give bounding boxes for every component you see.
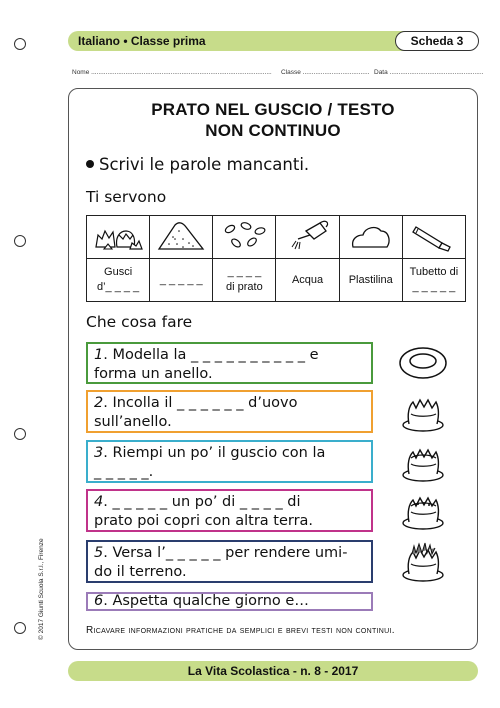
procedure-heading: Che cosa fare	[86, 313, 193, 331]
class-field: Classe .....................................	[281, 69, 370, 76]
step-2: 2. Incolla il _ _ _ _ _ _ d’uovo sull’anello.	[86, 390, 373, 433]
material-label: Acqua	[276, 259, 339, 302]
worksheet-title-line1: PRATO NEL GUSCIO / TESTO	[151, 100, 395, 119]
name-field: Nome ....................................................................................................	[72, 69, 272, 76]
eggshell-seeds-icon	[396, 488, 450, 532]
step-3: 3. Riempi un po’ il guscio con la _ _ _ _ _.	[86, 440, 373, 483]
material-label: _ _ _ _ _	[150, 259, 213, 302]
step-5: 5. Versa l’_ _ _ _ _ per rendere umi- do il terreno.	[86, 540, 373, 583]
header-bar	[68, 31, 478, 51]
plasticine-icon	[339, 216, 402, 259]
material-label: _ _ _ _ di prato	[213, 259, 276, 302]
eggshell-soil-icon	[396, 440, 450, 484]
instruction-text: Scrivi le parole mancanti.	[99, 155, 310, 174]
eggshell-grass-icon	[396, 538, 450, 584]
eggshell-ring-icon	[396, 390, 450, 434]
step-4: 4. _ _ _ _ _ un po’ di _ _ _ _ di prato poi copri con altra terra.	[86, 489, 373, 532]
watering-can-icon	[276, 216, 339, 259]
step-6: 6. Aspetta qualche giorno e…	[86, 592, 373, 611]
seeds-icon	[213, 216, 276, 259]
binder-hole	[14, 428, 26, 440]
materials-heading: Ti servono	[86, 188, 167, 206]
step-1: 1. Modella la _ _ _ _ _ _ _ _ _ _ e forma un anello.	[86, 342, 373, 384]
learning-objective-note: Ricavare informazioni pratiche da semplici e brevi testi non continui.	[86, 625, 395, 636]
glue-tube-icon	[402, 216, 465, 259]
subject-label: Italiano • Classe prima	[78, 34, 206, 48]
ring-icon	[396, 343, 450, 383]
binder-hole	[14, 38, 26, 50]
materials-table	[86, 215, 466, 302]
eggshell-icon	[87, 216, 150, 259]
binder-hole	[14, 622, 26, 634]
binder-hole	[14, 235, 26, 247]
sheet-badge: Scheda 3	[395, 31, 479, 51]
material-label: Tubetto di _ _ _ _ _	[402, 259, 465, 302]
copyright-text: © 2017 Giunti Scuola S.r.l., Firenze	[38, 538, 45, 640]
date-field: Data ....................................................	[374, 69, 484, 76]
instruction	[86, 155, 309, 174]
worksheet-title-line2: NON CONTINUO	[205, 121, 341, 140]
bullet-icon	[86, 160, 94, 168]
material-label: Gusci d’_ _ _ _	[87, 259, 150, 302]
soil-pile-icon	[150, 216, 213, 259]
material-label: Plastilina	[339, 259, 402, 302]
footer-bar: La Vita Scolastica - n. 8 - 2017	[68, 661, 478, 681]
